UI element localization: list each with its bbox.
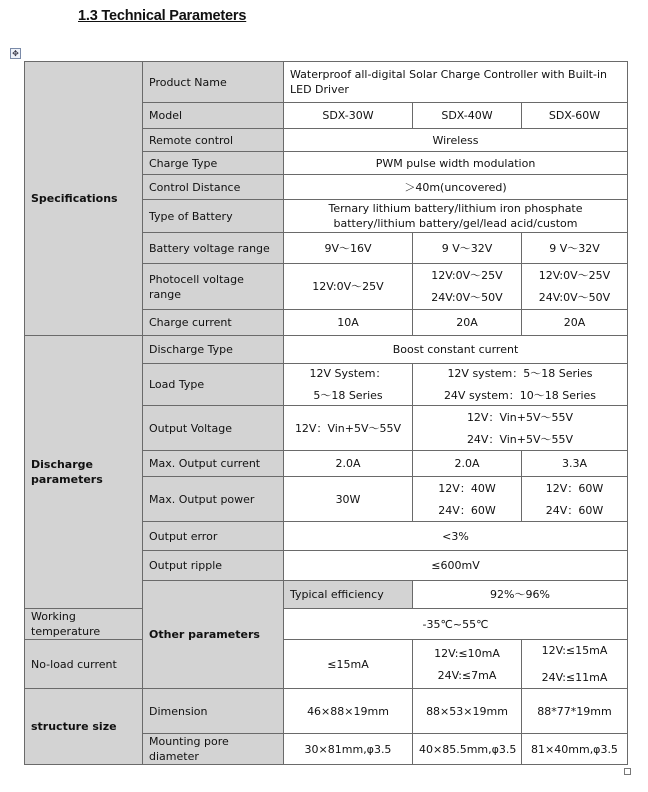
load-type-40w-60w	[413, 364, 628, 406]
max-power-60w	[522, 477, 628, 522]
category-specifications: Specifications	[25, 62, 143, 336]
category-other-parameters: Other parameters	[143, 581, 284, 689]
output-ripple-value: ≤600mV	[284, 551, 628, 581]
model-60w: SDX-60W	[522, 103, 628, 129]
output-voltage-40w-60w	[413, 406, 628, 451]
battery-type-line-1: Ternary lithium battery/lithium iron phosphate	[328, 202, 583, 215]
category-structure-size: structure size	[25, 689, 143, 765]
photocell-40w	[413, 264, 522, 310]
max-power-60w-line-2: 24V：60W	[545, 503, 604, 517]
photocell-40w-line-1: 12V:0V～25V	[431, 269, 503, 282]
row-label-charge-type: Charge Type	[143, 152, 284, 175]
max-power-40w-line-2: 24V：60W	[438, 503, 496, 517]
model-40w: SDX-40W	[413, 103, 522, 129]
photocell-60w	[522, 264, 628, 310]
row-label-control-distance: Control Distance	[143, 175, 284, 200]
mounting-60w: 81×40mm,φ3.5	[522, 734, 628, 765]
row-label-max-output-current: Max. Output current	[143, 451, 284, 477]
photocell-60w-line-2: 24V:0V～50V	[538, 291, 611, 304]
row-label-photocell-voltage: Photocell voltage range	[143, 264, 284, 310]
max-power-30w: 30W	[284, 477, 413, 522]
output-error-value: <3%	[284, 522, 628, 551]
row-label-no-load-current: No-load current	[25, 640, 143, 689]
table-row	[25, 62, 628, 103]
no-load-40w-line-1: 12V:≤10mA	[434, 646, 500, 660]
battery-voltage-40w: 9 V～32V	[413, 233, 522, 264]
remote-control-value: Wireless	[284, 129, 628, 152]
charge-type-value: PWM pulse width modulation	[284, 152, 628, 175]
battery-voltage-60w: 9 V～32V	[522, 233, 628, 264]
discharge-type-value: Boost constant current	[284, 336, 628, 364]
charge-current-60w: 20A	[522, 310, 628, 336]
load-type-30w	[284, 364, 413, 406]
photocell-40w-line-2: 24V:0V～50V	[431, 291, 503, 304]
section-title: 1.3 Technical Parameters	[78, 8, 247, 24]
max-current-40w: 2.0A	[413, 451, 522, 477]
load-type-30w-line-1: 12V System：	[309, 367, 387, 380]
max-power-40w-line-1: 12V：40W	[438, 481, 496, 495]
no-load-60w-line-2: 24V:≤11mA	[541, 671, 608, 684]
photocell-30w: 12V:0V～25V	[284, 264, 413, 310]
row-label-typical-efficiency: Typical efficiency	[284, 581, 413, 609]
row-label-output-ripple: Output ripple	[143, 551, 284, 581]
table-row	[25, 640, 628, 689]
row-label-mounting-pore-diameter: Mounting pore diameter	[143, 734, 284, 765]
charge-current-30w: 10A	[284, 310, 413, 336]
mounting-30w: 30×81mm,φ3.5	[284, 734, 413, 765]
technical-parameters-table	[24, 61, 628, 765]
no-load-40w	[413, 640, 522, 689]
no-load-30w: ≤15mA	[284, 640, 413, 689]
row-label-discharge-type: Discharge Type	[143, 336, 284, 364]
working-temperature-value: -35℃~55℃	[284, 609, 628, 640]
max-current-30w: 2.0A	[284, 451, 413, 477]
control-distance-value: ＞40m(uncovered)	[284, 175, 628, 200]
row-label-remote-control: Remote control	[143, 129, 284, 152]
output-voltage-line-1: 12V：Vin+5V～55V	[466, 410, 574, 424]
charge-current-40w: 20A	[413, 310, 522, 336]
mounting-40w: 40×85.5mm,φ3.5	[413, 734, 522, 765]
model-30w: SDX-30W	[284, 103, 413, 129]
row-label-max-output-power: Max. Output power	[143, 477, 284, 522]
category-discharge-parameters: Discharge parameters	[25, 336, 143, 609]
table-row	[25, 336, 628, 364]
row-label-load-type: Load Type	[143, 364, 284, 406]
row-label-battery-type: Type of Battery	[143, 200, 284, 233]
row-label-battery-voltage: Battery voltage range	[143, 233, 284, 264]
battery-type-value	[284, 200, 628, 233]
no-load-60w-line-1: 12V:≤15mA	[541, 644, 608, 657]
load-type-40w-60w-line-2: 24V system：10～18 Series	[443, 389, 597, 402]
table-move-handle-icon[interactable]: ✥	[10, 48, 21, 59]
max-current-60w: 3.3A	[522, 451, 628, 477]
row-label-working-temperature: Working temperature	[25, 609, 143, 640]
dimension-30w: 46×88×19mm	[284, 689, 413, 734]
dimension-40w: 88×53×19mm	[413, 689, 522, 734]
max-power-60w-line-1: 12V：60W	[545, 481, 604, 495]
row-label-dimension: Dimension	[143, 689, 284, 734]
photocell-60w-line-1: 12V:0V～25V	[538, 269, 611, 282]
max-power-40w	[413, 477, 522, 522]
output-voltage-line-2: 24V：Vin+5V～55V	[466, 432, 574, 446]
row-label-product-name: Product Name	[143, 62, 284, 103]
table-row	[25, 609, 628, 640]
table-row	[25, 689, 628, 734]
load-type-30w-line-2: 5～18 Series	[313, 389, 383, 402]
no-load-60w	[522, 640, 628, 689]
row-label-output-voltage: Output Voltage	[143, 406, 284, 451]
typical-efficiency-value: 92%～96%	[413, 581, 628, 609]
row-label-charge-current: Charge current	[143, 310, 284, 336]
table-resize-handle[interactable]	[624, 768, 631, 775]
dimension-60w: 88*77*19mm	[522, 689, 628, 734]
battery-voltage-30w: 9V～16V	[284, 233, 413, 264]
row-label-model: Model	[143, 103, 284, 129]
row-label-output-error: Output error	[143, 522, 284, 551]
battery-type-line-2: battery/lithium battery/gel/lead acid/custom	[333, 217, 578, 230]
output-voltage-30w: 12V：Vin+5V～55V	[284, 406, 413, 451]
no-load-40w-line-2: 24V:≤7mA	[437, 668, 497, 682]
product-name-value: Waterproof all-digital Solar Charge Controller with Built-in LED Driver	[284, 62, 628, 103]
load-type-40w-60w-line-1: 12V system：5～18 Series	[447, 367, 593, 380]
